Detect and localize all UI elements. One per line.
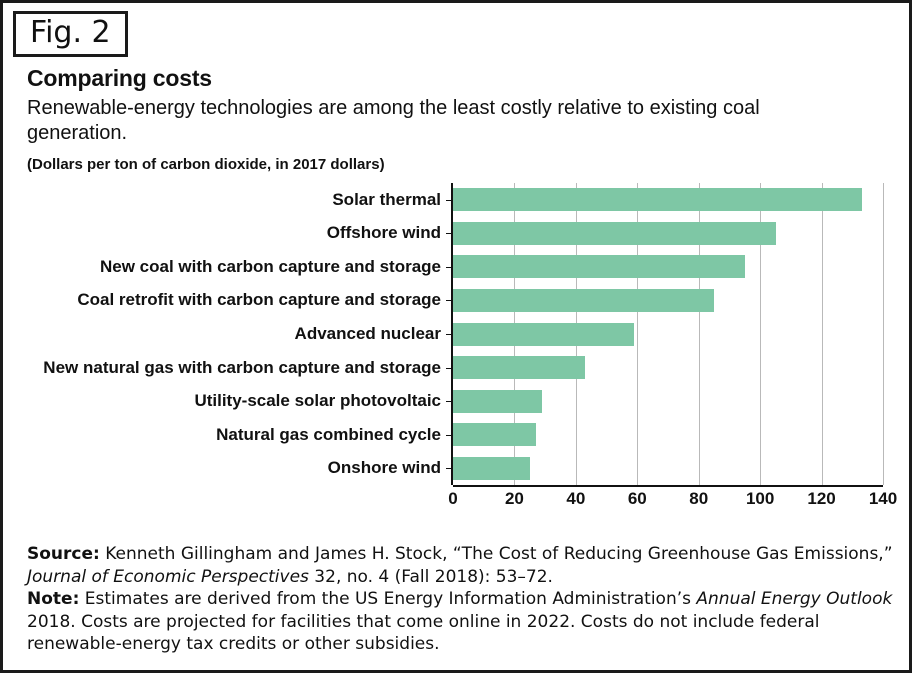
category-axis	[27, 183, 447, 485]
category-label: Coal retrofit with carbon capture and storage	[77, 290, 441, 310]
bar	[453, 255, 745, 278]
bar	[453, 188, 862, 211]
chart-title: Comparing costs	[27, 65, 212, 91]
chart-subtitle: Renewable-energy technologies are among the least costly relative to existing coal generation.	[27, 97, 760, 144]
bar	[453, 423, 536, 446]
x-tick-label: 60	[627, 489, 647, 508]
bar-chart	[27, 183, 898, 513]
category-tick	[446, 401, 453, 402]
source-label: Source:	[27, 544, 100, 564]
category-tick	[446, 368, 453, 369]
category-label: New coal with carbon capture and storage	[99, 256, 441, 276]
x-tick-label: 40	[566, 489, 586, 508]
method-note	[27, 588, 893, 656]
x-tick-label: 100	[745, 489, 775, 508]
x-tick-label: 80	[689, 489, 709, 508]
category-label: Solar thermal	[332, 189, 441, 209]
source-text-2: 32, no. 4 (Fall 2018): 53–72.	[308, 566, 553, 587]
x-tick-label: 120	[807, 489, 836, 508]
bar	[453, 323, 634, 346]
chart-units-note: (Dollars per ton of carbon dioxide, in 2017 dollars)	[27, 156, 385, 173]
category-label: Onshore wind	[327, 458, 441, 478]
bar	[453, 289, 714, 312]
grid-line	[822, 183, 823, 485]
category-label: Natural gas combined cycle	[216, 424, 441, 444]
category-tick	[446, 468, 453, 469]
chart-container	[27, 65, 898, 513]
note-italic-1: Annual Energy Outlook	[696, 589, 893, 609]
grid-line	[883, 183, 884, 485]
category-tick	[446, 334, 453, 335]
note-text-1: Estimates are derived from the US Energy Information Administration’s	[79, 589, 697, 609]
x-tick-label: 0	[448, 489, 458, 508]
category-tick	[446, 300, 453, 301]
source-note	[27, 543, 893, 588]
bar	[453, 390, 542, 413]
source-text-1: Kenneth Gillingham and James H. Stock, “The Cost of Reducing Greenhouse Gas Emissions,”	[99, 544, 893, 564]
bar	[453, 356, 585, 379]
x-tick-label: 140	[868, 489, 898, 508]
bar	[453, 457, 530, 480]
x-tick-label: 20	[504, 489, 524, 508]
category-tick	[446, 435, 453, 436]
x-axis-line	[453, 485, 883, 487]
note-text-2: 2018. Costs are projected for facilities that come online in 2022. Costs do not include federal renewable-energy tax credits or other subsidies.	[27, 611, 820, 654]
figure-notes	[27, 543, 893, 656]
category-label: New natural gas with carbon capture and storage	[43, 357, 441, 377]
category-label: Utility-scale solar photovoltaic	[194, 391, 441, 411]
category-label: Advanced nuclear	[294, 324, 441, 343]
figure-label: Fig. 2	[13, 11, 128, 57]
bar	[453, 222, 776, 245]
category-tick	[446, 267, 453, 268]
plot-area	[448, 183, 898, 508]
source-italic-1: Journal of Economic Perspectives	[27, 566, 309, 587]
category-label: Offshore wind	[326, 223, 441, 243]
note-label: Note:	[27, 589, 80, 609]
category-tick	[446, 200, 453, 201]
category-tick	[446, 233, 453, 234]
